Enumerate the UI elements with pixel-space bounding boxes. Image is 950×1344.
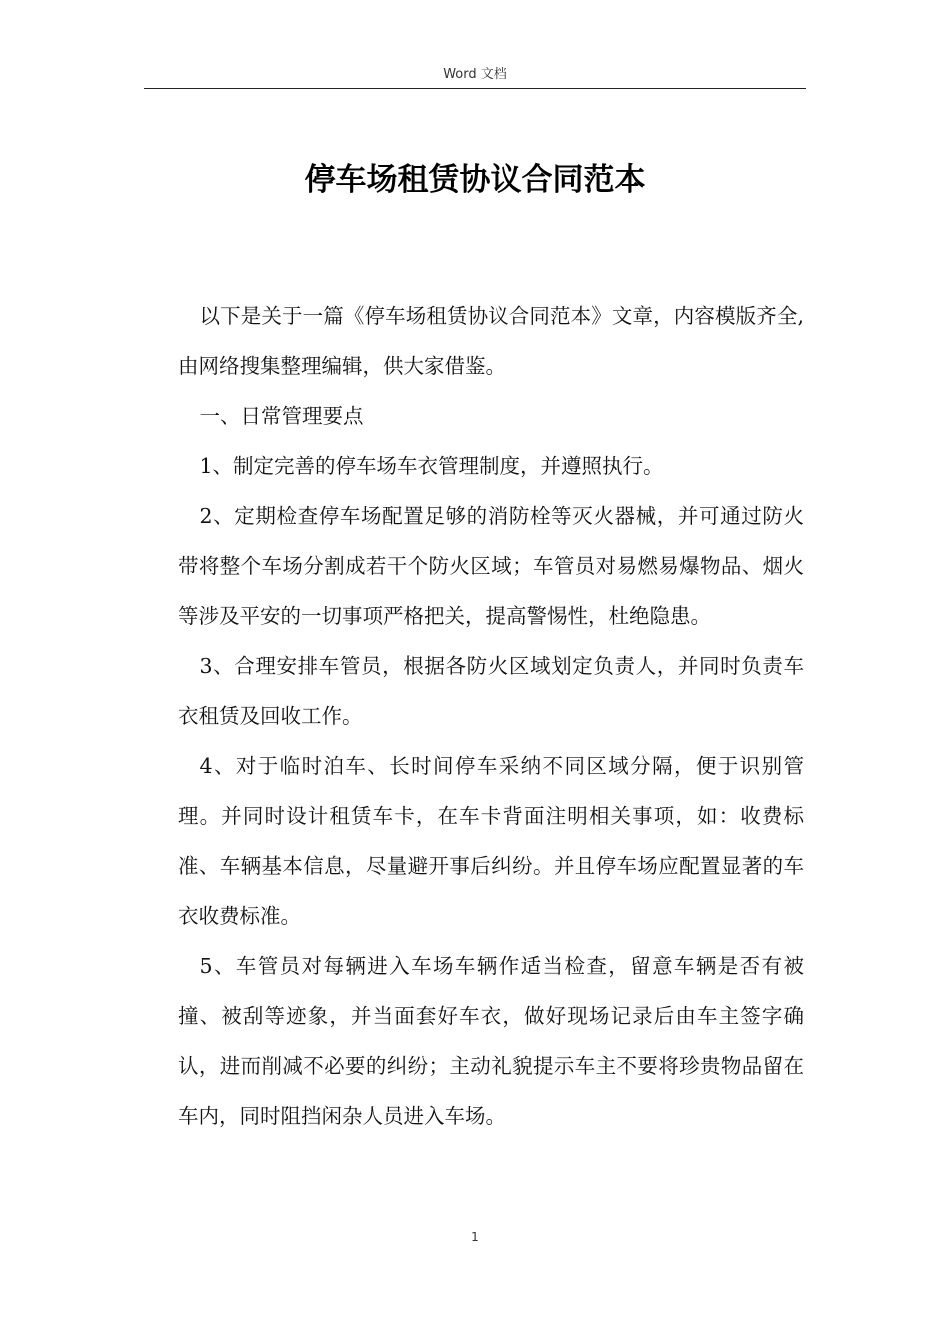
document-title: 停车场租赁协议合同范本 — [304, 162, 646, 198]
list-item-1: 1、制定完善的停车场车衣管理制度，并遵照执行。 — [199, 454, 664, 478]
list-item-5: 5、车管员对每辆进入车场车辆作适当检查，留意车辆是否有被撞、被刮等迹象，并当面套好车衣，做好现场记录后由车主签字确认，进而削减不必要的纠纷；主动礼貌提示车主不要将珍贵物品留在车内，同时阻挡闲杂人员进入车场。 — [178, 954, 804, 1128]
list-item-2: 2、定期检查停车场配置足够的消防栓等灭火器械，并可通过防火带将整个车场分割成若干个防火区域；车管员对易燃易爆物品、烟火等涉及平安的一切事项严格把关，提高警惕性，杜绝隐患。 — [178, 504, 804, 628]
document-body — [178, 291, 804, 1141]
page-number: 1 — [471, 1230, 479, 1244]
section-heading: 一、日常管理要点 — [199, 404, 364, 428]
list-item-4: 4、对于临时泊车、长时间停车采纳不同区域分隔，便于识别管理。并同时设计租赁车卡，在车卡背面注明相关事项，如：收费标准、车辆基本信息，尽量避开事后纠纷。并且停车场应配置显著的车衣收费标准。 — [178, 754, 804, 928]
list-item-3: 3、合理安排车管员，根据各防火区域划定负责人，并同时负责车衣租赁及回收工作。 — [178, 654, 804, 728]
header-divider — [144, 88, 806, 89]
page-header: Word 文档 — [443, 67, 507, 82]
intro-paragraph: 以下是关于一篇《停车场租赁协议合同范本》文章，内容模版齐全,由网络搜集整理编辑，供大家借鉴。 — [178, 304, 804, 378]
